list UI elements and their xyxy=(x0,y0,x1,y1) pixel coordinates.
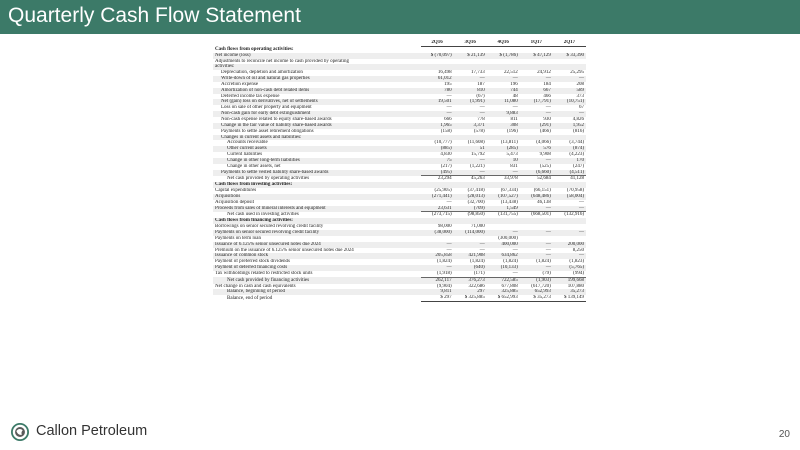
cell-value: 322,686 xyxy=(468,283,485,289)
cell-value: $ 297 xyxy=(421,295,454,301)
row-label: Acquisitions xyxy=(213,194,421,200)
cell-value: (816) xyxy=(573,128,584,134)
row-label: Change in other assets, net xyxy=(227,163,281,169)
row-label: Amortization of non-cash debt related items xyxy=(213,88,421,94)
cell-value: (17,791) xyxy=(520,99,553,105)
cell-value: 45,263 xyxy=(454,176,487,182)
cell-value: 9,811 xyxy=(421,289,454,295)
cell-value: (466) xyxy=(540,128,551,134)
cell-value: 208 xyxy=(576,81,584,87)
cell-value: — xyxy=(446,247,452,253)
cell-value: 810 xyxy=(454,88,487,94)
cell-value: 98,000 xyxy=(437,224,452,230)
cell-value: — xyxy=(512,270,518,276)
cell-value: — xyxy=(512,105,518,111)
cell-value: (4,066) xyxy=(536,140,551,146)
row-label: Payments on senior secured revolving credit facility xyxy=(213,230,421,236)
cell-value: 666 xyxy=(444,116,452,122)
row-label: Acquisition deposit xyxy=(215,199,255,205)
cell-value: (885) xyxy=(421,146,454,152)
cell-value: 421,908 xyxy=(454,253,487,259)
cell-value: 262,117 xyxy=(421,277,454,283)
cell-value: 19,501 xyxy=(421,99,454,105)
row-label: Capital expenditures xyxy=(215,188,257,194)
cell-value: — xyxy=(553,253,586,259)
cell-value: $ 325,885 xyxy=(454,295,487,301)
row-label: Change in the fair value of liability share-based awards xyxy=(213,123,421,129)
cell-value: (648,486) xyxy=(520,194,553,200)
cell-value: — xyxy=(545,105,551,111)
row-label: Net change in cash and cash equivalents xyxy=(215,283,296,289)
column-header: 1Q17 xyxy=(520,40,553,46)
row-label: Balance, end of period xyxy=(227,295,273,301)
cell-value: (617,720) xyxy=(531,283,551,289)
cell-value: 199,668 xyxy=(553,277,586,283)
cell-value: 10 xyxy=(487,158,520,164)
cell-value: 652,993 xyxy=(520,289,553,295)
cell-value: (4,223) xyxy=(569,152,584,158)
cell-value: 3,371 xyxy=(454,123,487,129)
cell-value: 667 xyxy=(520,88,553,94)
cell-value: 35,273 xyxy=(553,289,586,295)
cell-value: (1,824) xyxy=(503,259,518,265)
cell-value: — xyxy=(520,76,553,82)
cell-value: (6,660) xyxy=(520,170,553,176)
row-label: Issuance of common stock xyxy=(213,253,421,259)
cell-value: 75 xyxy=(421,158,454,164)
cell-value: (271,441) xyxy=(421,194,454,200)
cell-value: (13,438) xyxy=(500,199,518,205)
cell-value: 677,808 xyxy=(501,283,518,289)
cell-value: 48 xyxy=(512,93,518,99)
cell-value: (25,905) xyxy=(434,188,452,194)
cell-value: — xyxy=(520,265,553,271)
cell-value: (3,744) xyxy=(569,140,584,146)
cell-value: (10,133) xyxy=(487,265,520,271)
row-label: Payment of preferred stock dividends xyxy=(215,259,290,265)
row-label: Net income (loss) xyxy=(213,53,421,59)
row-label: Other current assets xyxy=(213,146,421,152)
cell-value: 1,965 xyxy=(421,123,454,129)
row-label: Cash flows from financing activities: xyxy=(213,218,421,224)
cell-value: 196 xyxy=(510,81,518,87)
cell-value: — xyxy=(553,111,586,117)
cell-value: 15,792 xyxy=(470,152,485,158)
cell-value: — xyxy=(553,206,586,212)
row-label: Payments to settle vested liability share-based awards xyxy=(213,170,421,176)
cell-value: 71,000 xyxy=(470,224,485,230)
cell-value: 589 xyxy=(553,88,586,94)
row-label: Cash flows from operating activities: xyxy=(215,46,294,52)
cell-value: $ 21,139 xyxy=(454,53,487,59)
cell-value: — xyxy=(553,76,586,82)
row-label: Tax withholdings related to restricted stock units xyxy=(215,271,313,277)
cell-value: (66,151) xyxy=(533,188,551,194)
cell-value: 16,498 xyxy=(437,70,452,76)
cell-value: 46,138 xyxy=(537,199,551,205)
row-label: Write-down of oil and natural gas properties xyxy=(213,76,421,82)
cell-value: — xyxy=(579,199,584,205)
cell-value: (58,004) xyxy=(553,194,586,200)
cell-value: 308 xyxy=(487,123,520,129)
cell-value: (217) xyxy=(440,163,452,169)
cell-value: (28,013) xyxy=(454,194,487,200)
cell-value: 52,684 xyxy=(520,176,553,182)
cell-value: (874) xyxy=(553,146,586,152)
cell-value: 373 xyxy=(576,93,584,99)
cell-value: (4,511) xyxy=(553,170,586,176)
cell-value: 811 xyxy=(510,116,518,122)
cell-value: 1,952 xyxy=(553,123,586,129)
page-title: Quarterly Cash Flow Statement xyxy=(8,4,301,27)
cell-value: 8,250 xyxy=(572,247,584,253)
row-label: Changes in current assets and liabilities: xyxy=(213,135,421,141)
cell-value: (709) xyxy=(454,206,487,212)
cell-value: 1,549 xyxy=(487,206,520,212)
callon-globe-logo-icon xyxy=(11,423,29,441)
cell-value: 41,128 xyxy=(553,176,586,182)
cell-value: (495) xyxy=(421,170,454,176)
row-label: Net cash provided by financing activities xyxy=(213,277,421,283)
cell-value: (578) xyxy=(473,128,485,134)
cash-flow-table xyxy=(213,40,586,302)
cell-value: 780 xyxy=(421,88,454,94)
cell-value: (1,823) xyxy=(569,259,584,265)
cell-value: 744 xyxy=(487,88,520,94)
cell-value: — xyxy=(545,247,551,253)
cell-value: 831 xyxy=(510,163,518,169)
cell-value: 170 xyxy=(553,158,586,164)
cell-value: (1,991) xyxy=(454,99,487,105)
cell-value: — xyxy=(446,93,452,99)
cell-value: (114,000) xyxy=(454,230,487,236)
cell-value: 4,826 xyxy=(572,116,584,122)
table-row xyxy=(213,295,586,301)
cell-value: 23,631 xyxy=(421,206,454,212)
cell-value: $ (1,786) xyxy=(487,53,520,59)
cell-value: (158) xyxy=(440,128,452,134)
cell-value: $ 139,149 xyxy=(553,295,586,301)
cell-value: — xyxy=(454,170,487,176)
row-label: Non-cash gain for early debt extinguishment xyxy=(213,111,421,117)
row-label: Proceeds from sales of mineral interests and equipment xyxy=(213,206,421,212)
cell-value: (525) xyxy=(540,163,551,169)
row-label: Premium on the issuance of 6.125% senior unsecured notes due 2024 xyxy=(215,247,354,253)
cell-value: 17,733 xyxy=(470,70,485,76)
row-label: Net cash provided by operating activities xyxy=(227,176,310,182)
cell-value: (11,608) xyxy=(467,140,485,146)
cell-value: 184 xyxy=(543,81,551,87)
cell-value: $ 35,273 xyxy=(520,295,553,301)
row-label: Balance, beginning of period xyxy=(213,289,421,295)
cell-value: — xyxy=(454,242,487,248)
cell-value: 5,473 xyxy=(506,152,518,158)
cell-value: (300,000) xyxy=(498,235,518,241)
cell-value: — xyxy=(446,199,452,205)
cell-value: (13,811) xyxy=(500,140,518,146)
cell-value: 33,978 xyxy=(487,176,520,182)
column-header: 2Q17 xyxy=(553,40,586,46)
cell-value: — xyxy=(520,206,553,212)
cell-value: 22,512 xyxy=(504,70,518,76)
cell-value: 23,294 xyxy=(421,176,454,182)
cell-value: — xyxy=(520,253,553,259)
row-label: Loss on sale of other property and equipment xyxy=(221,105,312,111)
cell-value: — xyxy=(421,111,454,117)
cell-value: (79) xyxy=(542,270,551,276)
cell-value: $ (70,097) xyxy=(421,53,454,59)
row-label: Deferred income tax expense xyxy=(221,93,280,99)
row-label: Payments to settle asset retirement obligations xyxy=(221,128,314,134)
row-label: Accounts receivable xyxy=(227,140,268,146)
cell-value: — xyxy=(454,111,487,117)
cell-value: — xyxy=(479,105,485,111)
row-label: activities: xyxy=(213,64,421,70)
cell-value: 200,000 xyxy=(553,242,586,248)
cell-value: 187 xyxy=(477,81,485,87)
cell-value: 930 xyxy=(543,116,551,122)
cell-value: (70,958) xyxy=(566,188,584,194)
cell-value: — xyxy=(421,265,454,271)
row-label: Issuance of 6.125% senior unsecured notes due 2024 xyxy=(213,242,421,248)
cell-value: — xyxy=(454,76,487,82)
cell-value: (273,715) xyxy=(421,212,454,218)
cell-value: (247) xyxy=(573,163,584,169)
cell-value: — xyxy=(520,158,553,164)
row-label: Change in other long-term liabilities xyxy=(213,158,421,164)
cell-value: 634,862 xyxy=(487,253,520,259)
cell-value: $ 33,390 xyxy=(553,53,586,59)
cell-value: 325,885 xyxy=(487,289,520,295)
cell-value: (107,527) xyxy=(487,194,520,200)
cell-value: 9,908 xyxy=(539,152,551,158)
cell-value: — xyxy=(512,247,518,253)
row-label: Borrowings on senior secured revolving credit facility xyxy=(215,224,324,230)
statement-body xyxy=(213,46,586,301)
cell-value: 576 xyxy=(520,146,553,152)
cell-value: $ 652,993 xyxy=(487,295,520,301)
cell-value: — xyxy=(487,170,520,176)
cell-value: (1,824) xyxy=(470,259,485,265)
cell-value: (1,903) xyxy=(520,277,553,283)
cell-value: (171) xyxy=(473,270,485,276)
cell-value: 466 xyxy=(543,93,551,99)
cell-value: 11,080 xyxy=(487,99,520,105)
cell-value: — xyxy=(553,230,586,236)
cell-value: 51 xyxy=(454,146,487,152)
row-label: Accretion expense xyxy=(221,81,259,87)
cell-value: (10,777) xyxy=(434,140,452,146)
cell-value: $ 47,129 xyxy=(520,53,553,59)
row-label: Cash flows from investing activities: xyxy=(213,182,421,188)
cell-value: (994) xyxy=(573,270,584,276)
cell-value: (131,755) xyxy=(487,212,520,218)
row-label: Adjustments to reconcile net income to cash provided by operating xyxy=(215,58,349,64)
cell-value: (285) xyxy=(487,146,520,152)
row-label: Current liabilities xyxy=(227,152,263,158)
cell-value: (9,904) xyxy=(437,283,452,289)
column-header: 4Q16 xyxy=(487,40,520,46)
cell-value: 24,912 xyxy=(537,70,551,76)
cell-value: (67) xyxy=(476,93,485,99)
cell-value: 67 xyxy=(579,105,584,111)
cash-flow-statement xyxy=(213,40,586,302)
cell-value: — xyxy=(520,242,553,248)
cell-value: 61,012 xyxy=(421,76,454,82)
row-label: Payments on term loan xyxy=(215,235,261,241)
cell-value: — xyxy=(520,111,553,117)
cell-value: 376,273 xyxy=(454,277,487,283)
cell-value: (132,916) xyxy=(553,212,586,218)
cell-value: (640) xyxy=(454,265,487,271)
cell-value: 297 xyxy=(454,289,487,295)
cell-value: 25,295 xyxy=(570,70,584,76)
cell-value: (1,824) xyxy=(437,259,452,265)
column-header: 3Q16 xyxy=(454,40,487,46)
cell-value: (5,765) xyxy=(553,265,586,271)
cell-value: 205,858 xyxy=(421,253,454,259)
cell-value: (98,850) xyxy=(454,212,487,218)
cell-value: — xyxy=(487,76,520,82)
cell-value: (668,501) xyxy=(520,212,553,218)
cell-value: 107,880 xyxy=(567,283,584,289)
cell-value: (10,751) xyxy=(553,99,586,105)
cell-value: (196) xyxy=(506,128,518,134)
cell-value: (1,824) xyxy=(536,259,551,265)
row-label: Payment of deferred financing costs xyxy=(213,265,421,271)
cell-value: (38,000) xyxy=(421,230,454,236)
cell-value: 4,830 xyxy=(440,152,452,158)
cell-value: — xyxy=(487,230,520,236)
row-label: Non-cash expense related to equity share-based awards xyxy=(221,116,332,122)
cell-value: (67,334) xyxy=(500,188,518,194)
cell-value: 400,000 xyxy=(487,242,520,248)
cell-value: 195 xyxy=(444,81,452,87)
cell-value: 722,585 xyxy=(487,277,520,283)
cell-value: (32,700) xyxy=(467,199,485,205)
column-header: 2Q16 xyxy=(421,40,454,46)
row-label: Net (gain) loss on derivatives, net of settlements xyxy=(213,99,421,105)
cell-value: — xyxy=(421,242,454,248)
title-bar xyxy=(0,0,800,34)
cell-value: 9,883 xyxy=(487,111,520,117)
cell-value: — xyxy=(479,247,485,253)
brand-name: Callon Petroleum xyxy=(36,423,148,439)
cell-value: — xyxy=(454,158,487,164)
row-label: Net cash used in investing activities xyxy=(227,212,299,218)
cell-value: (37,418) xyxy=(467,188,485,194)
cell-value: 778 xyxy=(477,116,485,122)
cell-value: (1,221) xyxy=(470,163,485,169)
cell-value: — xyxy=(520,230,553,236)
row-label: Depreciation, depletion and amortization xyxy=(221,70,303,76)
cell-value: (291) xyxy=(520,123,553,129)
cell-value: — xyxy=(446,105,452,111)
cell-value: (1,918) xyxy=(437,270,452,276)
page-number: 20 xyxy=(778,429,790,440)
